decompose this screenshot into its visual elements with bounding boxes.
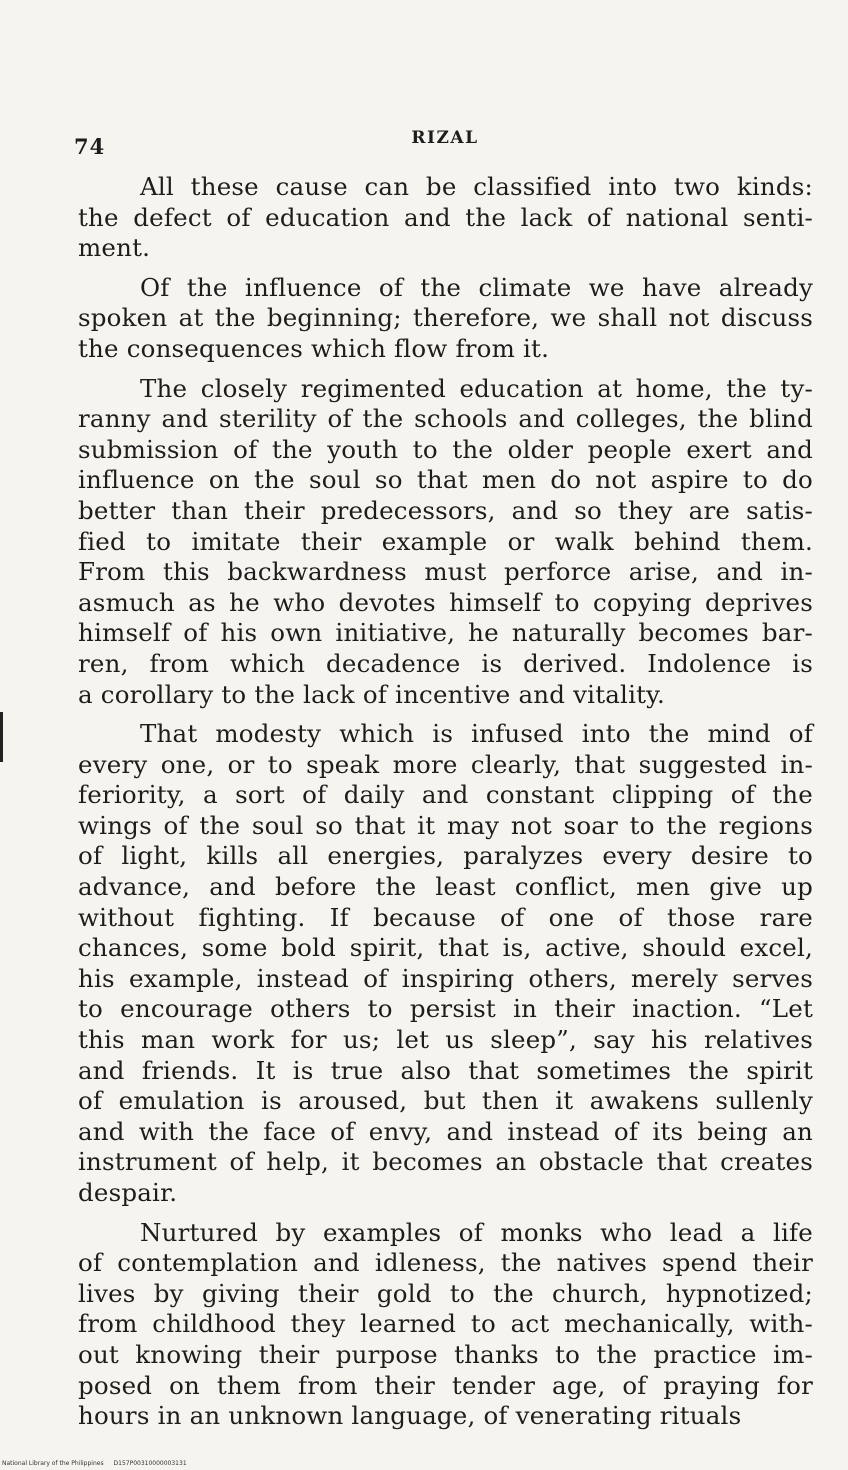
text-line: influence on the soul so that men do not aspire to do [78, 465, 813, 495]
text-line: and friends. It is true also that sometimes the spirit [78, 1055, 813, 1085]
text-line: fied to imitate their example or walk behind them. [78, 526, 813, 556]
text-line: Nurtured by examples of monks who lead a life [140, 1217, 813, 1247]
text-line: spoken at the beginning; therefore, we shall not discuss [78, 303, 813, 333]
text-line: ment. [78, 233, 151, 263]
paragraph [78, 719, 813, 1209]
text-line: All these cause can be classified into two kinds: [140, 172, 813, 201]
text-line: his example, instead of inspiring others, merely serves [78, 963, 813, 993]
running-head: RIZAL [411, 128, 479, 148]
paragraph-gap [78, 1209, 813, 1218]
text-line: The closely regimented education at home, the ty- [140, 373, 813, 403]
text-line: of light, kills all energies, paralyzes every desire to [78, 841, 813, 871]
text-line: every one, or to speak more clearly, that suggested in- [78, 749, 813, 779]
text-line: from childhood they learned to act mechanically, with- [78, 1309, 813, 1339]
text-line: to encourage others to persist in their inaction. “Let [78, 994, 813, 1024]
text-line: this man work for us; let us sleep”, say his relatives [78, 1025, 813, 1055]
text-line: out knowing their purpose thanks to the practice im- [78, 1339, 813, 1369]
text-line: of contemplation and idleness, the natives spend their [78, 1248, 813, 1278]
text-line: ren, from which decadence is derived. Indolence is [78, 648, 813, 678]
page-header [70, 128, 820, 164]
text-line: and with the face of envy, and instead of its being an [78, 1116, 813, 1146]
page-number: 74 [74, 134, 106, 159]
footer-library: National Library of the Philippines [2, 1460, 104, 1467]
text-line: From this backwardness must perforce arise, and in- [78, 557, 813, 587]
body-text [78, 172, 813, 1432]
text-line: instrument of help, it becomes an obstacle that creates [78, 1147, 813, 1177]
text-line: chances, some bold spirit, that is, active, should excel, [78, 933, 813, 963]
text-line: wings of the soul so that it may not soar to the regions [78, 810, 813, 840]
text-line: the consequences which flow from it. [78, 333, 550, 363]
text-line: That modesty which is infused into the mind of [140, 719, 813, 749]
text-line: submission of the youth to the older people exert and [78, 434, 813, 464]
text-line: better than their predecessors, and so they are satis- [78, 495, 813, 525]
text-line: without fighting. If because of one of those rare [78, 902, 813, 932]
text-line: ranny and sterility of the schools and colleges, the blind [78, 404, 813, 434]
text-line: feriority, a sort of daily and constant clipping of the [78, 780, 813, 810]
paragraph-gap [78, 264, 813, 273]
text-line: lives by giving their gold to the church, hypnotized; [78, 1278, 813, 1308]
text-line: posed on them from their tender age, of praying for [78, 1370, 813, 1400]
paragraph [78, 273, 813, 365]
text-line: asmuch as he who devotes himself to copying deprives [78, 587, 813, 617]
text-line: hours in an unknown language, of venerating rituals [78, 1401, 742, 1431]
scan-footer [2, 1460, 195, 1467]
text-line: a corollary to the lack of incentive and vitality. [78, 679, 665, 709]
text-line: despair. [78, 1178, 178, 1207]
text-line: himself of his own initiative, he naturally becomes bar- [78, 618, 813, 648]
text-line: of emulation is aroused, but then it awakens sullenly [78, 1086, 813, 1116]
footer-code: D157P00310000003131 [113, 1460, 187, 1467]
scan-edge-mark [0, 712, 3, 762]
paragraph-gap [78, 710, 813, 719]
paragraph [78, 172, 813, 264]
text-line: the defect of education and the lack of national senti- [78, 202, 813, 232]
paragraph [78, 1218, 813, 1432]
paragraph [78, 374, 813, 711]
text-line: advance, and before the least conflict, men give up [78, 872, 813, 902]
text-line: Of the influence of the climate we have already [140, 272, 813, 302]
paragraph-gap [78, 365, 813, 374]
